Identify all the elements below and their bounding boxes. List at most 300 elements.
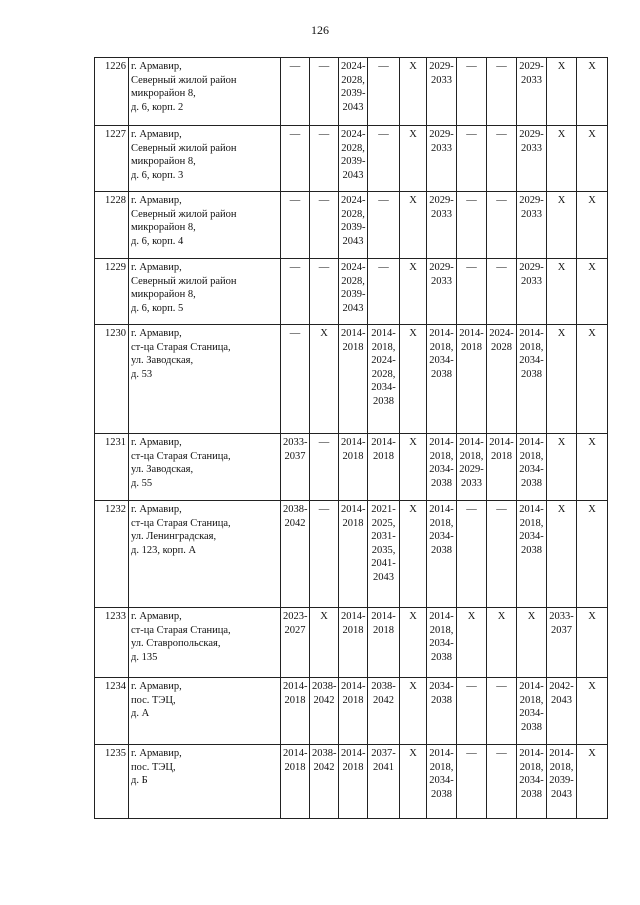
schedule-cell	[400, 192, 427, 259]
schedule-cell	[400, 501, 427, 608]
cell-line: —	[378, 61, 389, 72]
cell-line: 2041	[373, 761, 394, 773]
cell-line: 2014-	[429, 504, 454, 515]
cell-line: 2038	[431, 544, 452, 556]
cell-line: 2038	[521, 544, 542, 556]
cell-line: 2014-	[341, 681, 366, 692]
cell-line: —	[289, 262, 301, 273]
table-row	[95, 192, 608, 259]
schedule-cell	[310, 678, 339, 745]
cell-line: 2038-	[371, 681, 396, 692]
row-number: 1232	[95, 501, 129, 608]
cell-line: 2043	[373, 571, 394, 583]
schedule-cell	[487, 678, 517, 745]
cell-line: X	[320, 611, 328, 622]
schedule-cell	[339, 58, 368, 126]
schedule-cell	[400, 678, 427, 745]
cell-line: 2033	[521, 208, 542, 220]
table-row	[95, 126, 608, 192]
row-number: 1233	[95, 608, 129, 678]
schedule-cell	[487, 501, 517, 608]
cell-line: 2043	[342, 169, 364, 181]
schedule-cell	[577, 192, 608, 259]
schedule-cell	[400, 259, 427, 325]
schedule-cell	[281, 608, 310, 678]
cell-line: 2028,	[341, 74, 365, 86]
cell-line: 2033	[521, 275, 542, 287]
cell-line: 2034-	[429, 355, 454, 366]
schedule-cell	[457, 192, 487, 259]
cell-line: д. А	[131, 708, 150, 719]
cell-line: 2029-	[459, 464, 484, 475]
schedule-cell	[339, 192, 368, 259]
cell-line: 2033-	[549, 611, 574, 622]
cell-line: д. 55	[131, 477, 153, 489]
address-cell	[129, 434, 281, 501]
cell-line: 2043	[342, 302, 364, 314]
cell-line: 2031-	[371, 531, 396, 542]
schedule-cell	[339, 501, 368, 608]
schedule-cell	[339, 608, 368, 678]
schedule-cell	[281, 259, 310, 325]
cell-line: 2018,	[371, 341, 396, 353]
table-row	[95, 745, 608, 819]
cell-line: 2018,	[429, 624, 454, 636]
cell-line: 2018	[342, 694, 364, 706]
cell-line: 2042	[284, 517, 306, 529]
cell-line: 2014-	[519, 748, 544, 759]
schedule-cell	[368, 678, 400, 745]
cell-line: ул. Заводская,	[131, 355, 194, 366]
cell-line: 2038-	[283, 504, 308, 515]
schedule-cell	[281, 126, 310, 192]
cell-line: 2038	[521, 368, 542, 380]
row-number: 1227	[95, 126, 129, 192]
cell-line: 2043	[342, 235, 364, 247]
cell-line: 2028,	[341, 275, 365, 287]
cell-line: —	[496, 262, 507, 273]
page-number: 126	[311, 23, 329, 37]
address-cell	[129, 58, 281, 126]
schedule-cell	[310, 501, 339, 608]
cell-line: микрорайон 8,	[131, 289, 196, 300]
cell-line: X	[588, 129, 596, 140]
cell-line: 2014-	[341, 437, 366, 448]
cell-line: 2043	[551, 788, 572, 800]
cell-line: X	[588, 504, 596, 515]
cell-line: пос. ТЭЦ,	[131, 694, 176, 706]
cell-line: д. 6, корп. 2	[131, 101, 184, 113]
cell-line: 2039-	[549, 775, 574, 786]
cell-line: микрорайон 8,	[131, 222, 196, 233]
schedule-cell	[368, 608, 400, 678]
schedule-cell	[281, 745, 310, 819]
schedule-cell	[457, 126, 487, 192]
cell-line: —	[496, 748, 507, 759]
schedule-cell	[577, 678, 608, 745]
cell-line: 2018	[461, 341, 482, 353]
cell-line: г. Армавир,	[131, 504, 182, 515]
cell-line: 2018	[373, 624, 394, 636]
cell-line: 2027	[284, 624, 306, 636]
table-row	[95, 678, 608, 745]
schedule-cell	[427, 678, 457, 745]
row-number: 1230	[95, 325, 129, 434]
address-cell	[129, 745, 281, 819]
cell-line: 2028,	[371, 368, 396, 380]
schedule-cell	[457, 325, 487, 434]
schedule-cell	[547, 325, 577, 434]
schedule-cell	[487, 608, 517, 678]
cell-line: —	[318, 437, 330, 448]
cell-line: Северный жилой район	[131, 142, 237, 154]
schedule-cell	[339, 434, 368, 501]
cell-line: г. Армавир,	[131, 611, 182, 622]
schedule-cell	[547, 678, 577, 745]
schedule-cell	[310, 608, 339, 678]
cell-line: 2014-	[341, 504, 366, 515]
cell-line: 2034-	[371, 382, 396, 393]
cell-line: 2042-	[549, 681, 574, 692]
cell-line: X	[557, 504, 566, 515]
cell-line: 2035,	[371, 544, 396, 556]
cell-line: 2038	[521, 721, 542, 733]
cell-line: 2042	[313, 761, 335, 773]
schedule-cell	[281, 434, 310, 501]
cell-line: г. Армавир,	[131, 328, 182, 339]
schedule-cell	[310, 259, 339, 325]
schedule-cell	[517, 58, 547, 126]
cell-line: 2034-	[429, 775, 454, 786]
cell-line: 2033	[431, 142, 452, 154]
cell-line: —	[466, 195, 477, 206]
cell-line: 2014-	[283, 748, 308, 759]
schedule-cell	[577, 434, 608, 501]
cell-line: —	[289, 129, 301, 140]
cell-line: —	[466, 262, 477, 273]
cell-line: 2024-	[341, 195, 366, 206]
schedule-cell	[310, 126, 339, 192]
cell-line: X	[467, 611, 476, 622]
cell-line: X	[409, 328, 417, 339]
cell-line: 2014-	[341, 611, 366, 622]
schedule-cell	[577, 58, 608, 126]
cell-line: 2029-	[519, 195, 544, 206]
cell-line: X	[409, 504, 417, 515]
schedule-cell	[547, 126, 577, 192]
cell-line: X	[588, 437, 596, 448]
cell-line: 2014-	[519, 504, 544, 515]
repair-schedule-table	[94, 57, 608, 819]
cell-line: 2033	[431, 74, 452, 86]
schedule-cell	[400, 608, 427, 678]
cell-line: ст-ца Старая Станица,	[131, 517, 231, 529]
schedule-cell	[427, 192, 457, 259]
cell-line: 2038	[521, 788, 542, 800]
cell-line: микрорайон 8,	[131, 88, 196, 99]
schedule-cell	[368, 501, 400, 608]
schedule-cell	[517, 501, 547, 608]
cell-line: ул. Ставропольская,	[131, 638, 221, 649]
cell-line: 2018	[373, 450, 394, 462]
cell-line: —	[466, 748, 477, 759]
schedule-cell	[310, 58, 339, 126]
cell-line: 2038-	[312, 748, 337, 759]
cell-line: 2041-	[371, 558, 396, 569]
table-row	[95, 325, 608, 434]
cell-line: г. Армавир,	[131, 262, 182, 273]
cell-line: 2014-	[459, 328, 484, 339]
cell-line: 2039-	[341, 88, 366, 99]
schedule-cell	[427, 259, 457, 325]
cell-line: Северный жилой район	[131, 208, 237, 220]
cell-line: 2034-	[519, 708, 544, 719]
cell-line: ул. Ленинградская,	[131, 531, 217, 542]
cell-line: —	[289, 328, 301, 339]
schedule-cell	[368, 126, 400, 192]
schedule-cell	[281, 325, 310, 434]
schedule-cell	[310, 325, 339, 434]
cell-line: X	[557, 437, 566, 448]
cell-line: 2014-	[519, 437, 544, 448]
address-cell	[129, 259, 281, 325]
schedule-cell	[487, 58, 517, 126]
cell-line: X	[557, 195, 566, 206]
cell-line: д. 6, корп. 5	[131, 302, 184, 314]
cell-line: X	[588, 195, 596, 206]
cell-line: 2014-	[429, 437, 454, 448]
cell-line: 2014-	[489, 437, 514, 448]
cell-line: —	[378, 195, 389, 206]
cell-line: X	[409, 61, 417, 72]
schedule-cell	[517, 192, 547, 259]
cell-line: ст-ца Старая Станица,	[131, 624, 231, 636]
cell-line: 2033-	[283, 437, 308, 448]
cell-line: X	[557, 328, 566, 339]
cell-line: 2037-	[371, 748, 396, 759]
schedule-cell	[368, 259, 400, 325]
cell-line: 2018,	[429, 517, 454, 529]
cell-line: —	[466, 61, 477, 72]
cell-line: —	[318, 61, 330, 72]
cell-line: 2028,	[341, 142, 365, 154]
schedule-cell	[427, 608, 457, 678]
cell-line: 2014-	[371, 328, 396, 339]
schedule-cell	[368, 434, 400, 501]
schedule-cell	[487, 745, 517, 819]
cell-line: 2018	[284, 694, 306, 706]
schedule-cell	[457, 58, 487, 126]
cell-line: Северный жилой район	[131, 275, 237, 287]
cell-line: 2038	[431, 694, 452, 706]
cell-line: 2023-	[283, 611, 308, 622]
schedule-cell	[517, 259, 547, 325]
cell-line: 2033	[431, 275, 452, 287]
schedule-cell	[427, 501, 457, 608]
schedule-cell	[339, 259, 368, 325]
cell-line: X	[409, 195, 417, 206]
cell-line: 2029-	[519, 262, 544, 273]
cell-line: —	[496, 61, 507, 72]
cell-line: 2014-	[371, 611, 396, 622]
schedule-cell	[368, 192, 400, 259]
cell-line: 2018,	[429, 761, 454, 773]
schedule-cell	[487, 192, 517, 259]
cell-line: Северный жилой район	[131, 74, 237, 86]
cell-line: 2024-	[341, 262, 366, 273]
cell-line: X	[409, 748, 417, 759]
cell-line: X	[588, 748, 596, 759]
cell-line: —	[289, 195, 301, 206]
schedule-cell	[427, 126, 457, 192]
schedule-cell	[547, 434, 577, 501]
schedule-cell	[281, 192, 310, 259]
address-cell	[129, 325, 281, 434]
cell-line: —	[378, 129, 389, 140]
schedule-cell	[400, 434, 427, 501]
schedule-cell	[547, 192, 577, 259]
cell-line: X	[409, 262, 417, 273]
cell-line: 2033	[521, 74, 542, 86]
cell-line: 2037	[284, 450, 306, 462]
row-number: 1231	[95, 434, 129, 501]
schedule-cell	[310, 745, 339, 819]
cell-line: г. Армавир,	[131, 129, 182, 140]
cell-line: 2038	[431, 651, 452, 663]
table-row	[95, 501, 608, 608]
cell-line: 2029-	[429, 129, 454, 140]
schedule-cell	[547, 58, 577, 126]
cell-line: 2014-	[519, 681, 544, 692]
cell-line: 2034-	[429, 681, 454, 692]
cell-line: 2025,	[371, 517, 396, 529]
cell-line: г. Армавир,	[131, 195, 182, 206]
cell-line: микрорайон 8,	[131, 156, 196, 167]
cell-line: 2034-	[519, 464, 544, 475]
cell-line: 2014-	[371, 437, 396, 448]
cell-line: 2038	[373, 395, 394, 407]
cell-line: —	[466, 681, 477, 692]
cell-line: —	[318, 262, 330, 273]
cell-line: д. 6, корп. 4	[131, 235, 184, 247]
cell-line: —	[496, 681, 507, 692]
cell-line: д. 135	[131, 651, 158, 663]
cell-line: 2029-	[519, 61, 544, 72]
cell-line: ст-ца Старая Станица,	[131, 450, 231, 462]
schedule-cell	[427, 434, 457, 501]
address-cell	[129, 678, 281, 745]
schedule-cell	[577, 259, 608, 325]
cell-line: 2014-	[549, 748, 574, 759]
table-row	[95, 608, 608, 678]
cell-line: X	[497, 611, 506, 622]
address-cell	[129, 501, 281, 608]
cell-line: 2018	[284, 761, 306, 773]
schedule-cell	[457, 678, 487, 745]
cell-line: 2014-	[341, 328, 366, 339]
cell-line: X	[409, 129, 417, 140]
cell-line: 2018,	[459, 450, 484, 462]
cell-line: 2034-	[429, 531, 454, 542]
cell-line: 2034-	[519, 355, 544, 366]
cell-line: X	[588, 262, 596, 273]
schedule-cell	[517, 126, 547, 192]
schedule-cell	[517, 608, 547, 678]
cell-line: 2042	[313, 694, 335, 706]
schedule-cell	[400, 745, 427, 819]
cell-line: 2014-	[429, 748, 454, 759]
cell-line: г. Армавир,	[131, 681, 182, 692]
row-number: 1234	[95, 678, 129, 745]
cell-line: 2033	[431, 208, 452, 220]
schedule-cell	[281, 501, 310, 608]
schedule-cell	[457, 434, 487, 501]
table-row	[95, 259, 608, 325]
table-row	[95, 434, 608, 501]
cell-line: 2018	[342, 517, 364, 529]
cell-line: ст-ца Старая Станица,	[131, 341, 231, 353]
cell-line: 2029-	[429, 61, 454, 72]
address-cell	[129, 608, 281, 678]
schedule-cell	[427, 58, 457, 126]
cell-line: 2021-	[371, 504, 396, 515]
cell-line: 2034-	[519, 531, 544, 542]
schedule-cell	[310, 192, 339, 259]
cell-line: 2033	[521, 142, 542, 154]
schedule-cell	[517, 325, 547, 434]
cell-line: —	[318, 129, 330, 140]
cell-line: д. 53	[131, 368, 153, 380]
schedule-cell	[577, 325, 608, 434]
schedule-cell	[487, 434, 517, 501]
cell-line: 2029-	[429, 195, 454, 206]
cell-line: X	[527, 611, 536, 622]
schedule-cell	[517, 434, 547, 501]
schedule-cell	[487, 259, 517, 325]
cell-line: X	[588, 611, 596, 622]
schedule-cell	[427, 745, 457, 819]
cell-line: 2018	[342, 624, 364, 636]
cell-line: 2024-	[371, 355, 396, 366]
schedule-cell	[400, 126, 427, 192]
row-number: 1228	[95, 192, 129, 259]
cell-line: X	[557, 262, 566, 273]
cell-line: 2037	[551, 624, 572, 636]
schedule-cell	[517, 678, 547, 745]
schedule-cell	[577, 501, 608, 608]
cell-line: X	[557, 61, 566, 72]
schedule-cell	[368, 325, 400, 434]
schedule-cell	[487, 325, 517, 434]
cell-line: 2018,	[429, 341, 454, 353]
schedule-cell	[577, 745, 608, 819]
cell-line: —	[496, 195, 507, 206]
cell-line: X	[320, 328, 328, 339]
cell-line: X	[409, 611, 417, 622]
cell-line: 2024-	[341, 61, 366, 72]
schedule-cell	[457, 608, 487, 678]
cell-line: 2039-	[341, 156, 366, 167]
cell-line: 2014-	[519, 328, 544, 339]
cell-line: г. Армавир,	[131, 748, 182, 759]
cell-line: X	[588, 61, 596, 72]
schedule-cell	[457, 501, 487, 608]
cell-line: пос. ТЭЦ,	[131, 761, 176, 773]
cell-line: 2014-	[341, 748, 366, 759]
cell-line: 2024-	[341, 129, 366, 140]
row-number: 1226	[95, 58, 129, 126]
cell-line: 2038	[431, 788, 452, 800]
